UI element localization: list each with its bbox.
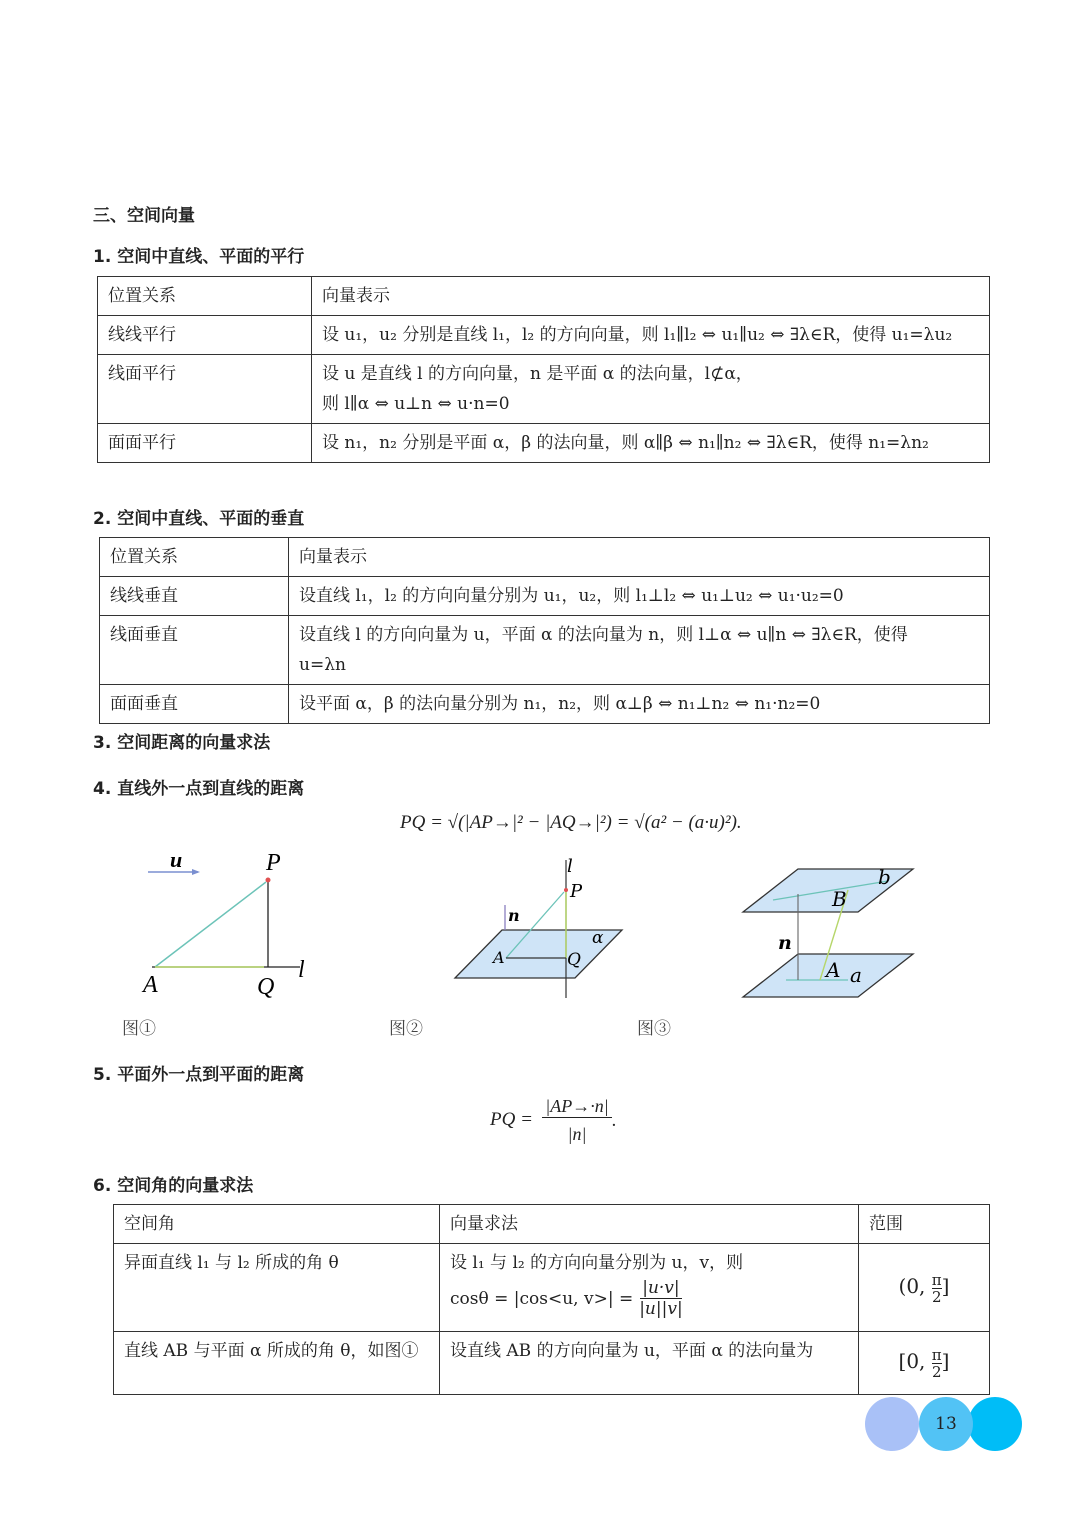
- section-title: 三、空间向量: [93, 206, 195, 226]
- table-row: [98, 355, 990, 424]
- label-P: P: [570, 881, 583, 902]
- line: 设 u 是直线 l 的方向向量，n 是平面 α 的法向量，l⊄α，: [322, 364, 753, 384]
- formula-numerator: |AP→·n|: [542, 1096, 612, 1118]
- label-b: b: [878, 865, 891, 889]
- table-header-row: [98, 277, 990, 316]
- line: 设直线 l 的方向向量为 u，平面 α 的法向量为 n，则 l⊥α ⇔ u∥n ⇔ ∃λ∈R，使得: [299, 625, 908, 645]
- range-num: π: [931, 1270, 942, 1289]
- perpendicular-table: [99, 537, 990, 724]
- fraction-denominator: |u||v|: [639, 1299, 683, 1319]
- angle-cell: 直线 AB 与平面 α 所成的角 θ，如图①: [114, 1332, 440, 1395]
- relation-cell: 面面平行: [98, 424, 312, 463]
- label-l: l: [298, 957, 305, 983]
- relation-cell: 线面垂直: [100, 616, 289, 685]
- figure-1: [130, 840, 330, 1005]
- vector-cell: [289, 616, 990, 685]
- s1-title: 1. 空间中直线、平面的平行: [93, 247, 305, 267]
- page-decor-circle-right: [968, 1397, 1022, 1451]
- relation-cell: 线线平行: [98, 316, 312, 355]
- table-header-row: [114, 1205, 990, 1244]
- relation-cell: 线线垂直: [100, 577, 289, 616]
- page-decor-circle-left: [865, 1397, 919, 1451]
- vector-cell: 设平面 α，β 的法向量分别为 n₁，n₂，则 α⊥β ⇔ n₁⊥n₂ ⇔ n₁·n₂=0: [289, 685, 990, 724]
- arrow-head: [192, 869, 200, 875]
- label-P: P: [266, 850, 281, 876]
- header-cell: 空间角: [114, 1205, 440, 1244]
- point-P: [266, 878, 271, 883]
- formula-period: .: [612, 1110, 617, 1131]
- fraction-numerator: |u·v|: [642, 1278, 680, 1298]
- table-header-row: [100, 538, 990, 577]
- vector-cell: 设 n₁，n₂ 分别是平面 α，β 的法向量，则 α∥β ⇔ n₁∥n₂ ⇔ ∃λ∈R，使得 n₁=λn₂: [312, 424, 990, 463]
- line: u=λn: [299, 655, 346, 675]
- method-cell: 设直线 AB 的方向向量为 u，平面 α 的法向量为: [440, 1332, 859, 1395]
- table-row: [114, 1332, 990, 1395]
- caption-fig1: 图①: [122, 1019, 156, 1039]
- cos-formula: cosθ = |cos<u, v>| =: [450, 1288, 634, 1309]
- label-B: B: [832, 887, 847, 911]
- s4-title: 4. 直线外一点到直线的距离: [93, 779, 305, 799]
- label-Q: Q: [257, 974, 275, 1000]
- caption-fig2: 图②: [389, 1019, 423, 1039]
- range-open: [0,: [898, 1349, 932, 1373]
- header-cell: 位置关系: [98, 277, 312, 316]
- table-row: [98, 316, 990, 355]
- s2-title: 2. 空间中直线、平面的垂直: [93, 509, 305, 529]
- label-a: a: [850, 963, 862, 987]
- vector-cell: 设直线 l₁，l₂ 的方向向量分别为 u₁，u₂，则 l₁⊥l₂ ⇔ u₁⊥u₂ ⇔ u₁·u₂=0: [289, 577, 990, 616]
- header-cell: 范围: [859, 1205, 990, 1244]
- range-close: ]: [941, 1273, 950, 1298]
- header-cell: 向量表示: [289, 538, 990, 577]
- label-u: u: [170, 847, 183, 872]
- formula-lhs: PQ =: [490, 1109, 533, 1130]
- range-num: π: [931, 1346, 942, 1364]
- table-row: [114, 1244, 990, 1332]
- s3-title: 3. 空间距离的向量求法: [93, 733, 271, 753]
- range-cell: [859, 1244, 990, 1332]
- relation-cell: 线面平行: [98, 355, 312, 424]
- line: 则 l∥α ⇔ u⊥n ⇔ u·n=0: [322, 394, 510, 414]
- header-cell: 位置关系: [100, 538, 289, 577]
- range-open: (0,: [898, 1273, 932, 1298]
- header-cell: 向量求法: [440, 1205, 859, 1244]
- s6-title: 6. 空间角的向量求法: [93, 1176, 254, 1196]
- label-l: l: [567, 856, 573, 877]
- label-A: A: [493, 948, 505, 967]
- range-close: ]: [941, 1349, 950, 1373]
- figure-2: [450, 850, 630, 1000]
- table-row: [100, 577, 990, 616]
- header-cell: 向量表示: [312, 277, 990, 316]
- relation-cell: 面面垂直: [100, 685, 289, 724]
- angle-table: [113, 1204, 990, 1395]
- point-P: [564, 888, 568, 892]
- parallel-table: [97, 276, 990, 463]
- caption-fig3: 图③: [637, 1019, 671, 1039]
- vector-cell: [312, 355, 990, 424]
- vector-AP: [155, 882, 266, 967]
- vector-cell: 设 u₁，u₂ 分别是直线 l₁，l₂ 的方向向量，则 l₁∥l₂ ⇔ u₁∥u₂ ⇔ ∃λ∈R，使得 u₁=λu₂: [312, 316, 990, 355]
- table-row: [98, 424, 990, 463]
- label-n: n: [508, 906, 520, 925]
- table-row: [100, 685, 990, 724]
- range-cell: [859, 1332, 990, 1395]
- label-Q: Q: [567, 950, 581, 970]
- page-number: 13: [919, 1397, 973, 1451]
- formula-denominator: |n|: [567, 1124, 587, 1144]
- table-row: [100, 616, 990, 685]
- distance-formula: PQ = √(|AP→|² − |AQ→|²) = √(a² − (a·u)²).: [400, 812, 742, 833]
- range-den: 2: [931, 1363, 942, 1381]
- s5-title: 5. 平面外一点到平面的距离: [93, 1065, 305, 1085]
- label-alpha: α: [592, 928, 604, 948]
- angle-cell: 异面直线 l₁ 与 l₂ 所成的角 θ: [114, 1244, 440, 1332]
- label-A: A: [826, 958, 841, 982]
- figure-3: [738, 862, 918, 1002]
- line: 设 l₁ 与 l₂ 的方向向量分别为 u，v，则: [450, 1253, 744, 1273]
- method-cell: [440, 1244, 859, 1332]
- label-A: A: [143, 972, 158, 998]
- label-n: n: [778, 932, 792, 954]
- range-den: 2: [931, 1287, 942, 1306]
